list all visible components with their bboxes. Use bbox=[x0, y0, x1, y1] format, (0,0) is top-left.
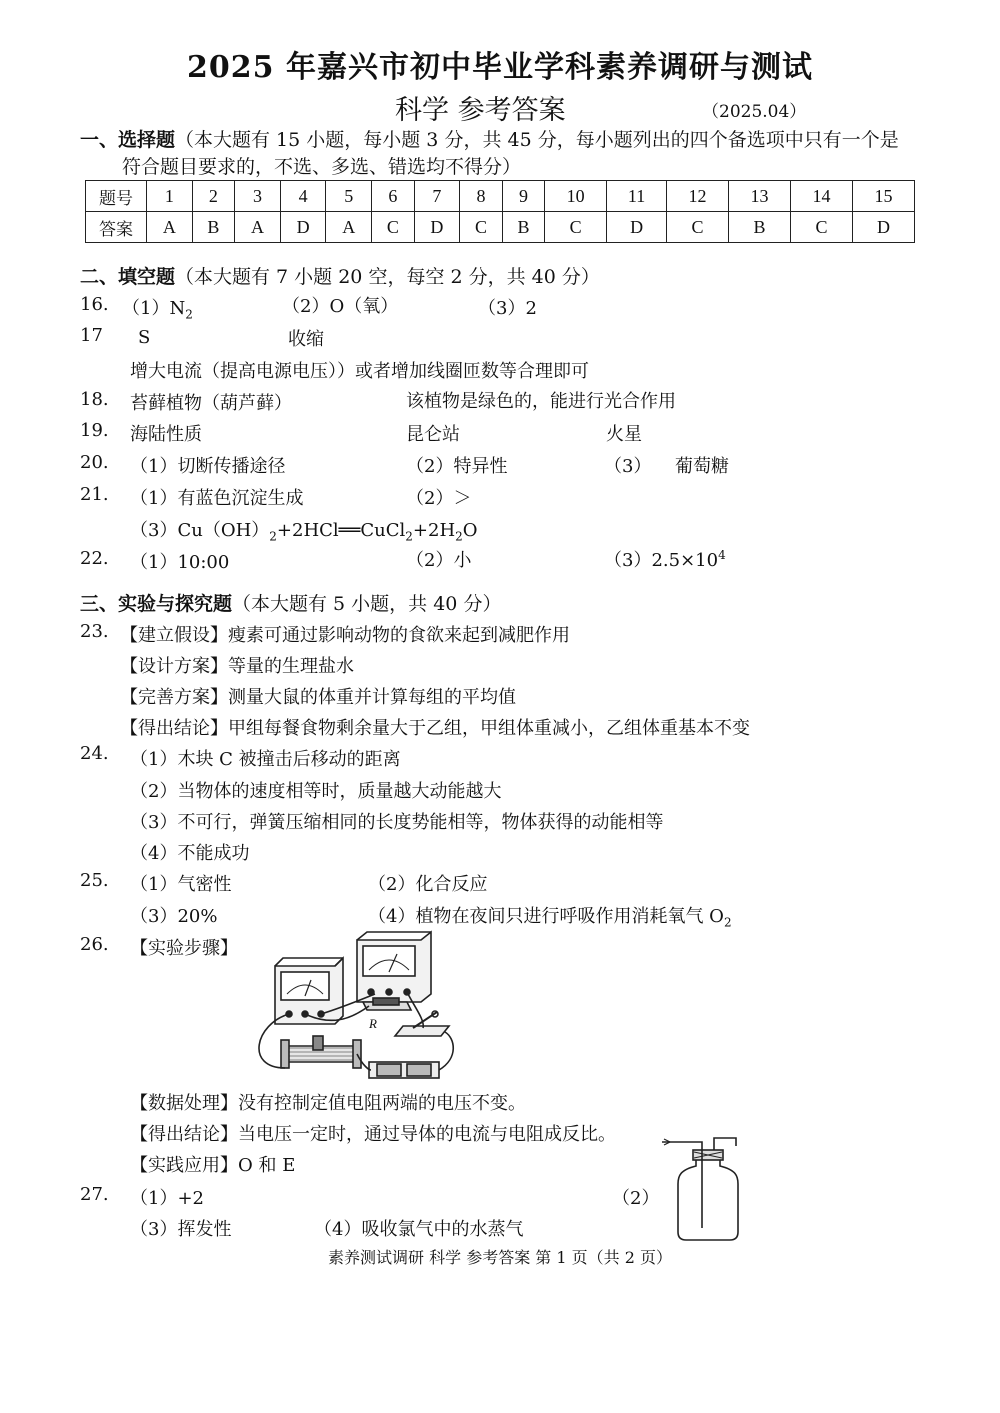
q20-answer-1: （1）切断传播途径 bbox=[130, 456, 286, 477]
table-cell: 14 bbox=[790, 181, 852, 212]
formula-part: O bbox=[462, 520, 478, 541]
question-number: 21. bbox=[80, 484, 109, 505]
q17-answer-1: S bbox=[138, 327, 151, 348]
page-footer: 素养测试调研 科学 参考答案 第 1 页（共 2 页） bbox=[328, 1248, 672, 1267]
q16-answer-1-text: （1）N bbox=[122, 298, 186, 319]
q27-answer-3: （3）挥发性 bbox=[130, 1219, 232, 1240]
q25-answer-1: （1）气密性 bbox=[130, 874, 232, 895]
q22-answer-3 bbox=[604, 546, 726, 572]
page-subtitle: 科学 参考答案 bbox=[395, 95, 566, 126]
q16-answer-1 bbox=[122, 294, 193, 322]
q23-line-1: 【建立假设】瘦素可通过影响动物的食欲来起到减肥作用 bbox=[120, 625, 570, 646]
q22-superscript: 4 bbox=[718, 548, 726, 562]
section2-heading: 二、填空题 bbox=[80, 266, 176, 288]
table-cell: C bbox=[372, 212, 414, 243]
circuit-diagram bbox=[245, 928, 460, 1088]
question-number: 18. bbox=[80, 389, 109, 410]
q25-answer-4-text: （4）植物在夜间只进行呼吸作用消耗氧气 O bbox=[368, 906, 724, 927]
section1-heading: 一、选择题 bbox=[80, 129, 176, 151]
voltmeter-icon bbox=[357, 932, 431, 1002]
table-cell: 5 bbox=[326, 181, 372, 212]
question-number: 17 bbox=[80, 325, 103, 346]
battery-icon bbox=[369, 1062, 439, 1078]
q21-answer-1: （1）有蓝色沉淀生成 bbox=[130, 488, 304, 509]
q27-answer-4: （4）吸收氯气中的水蒸气 bbox=[314, 1219, 524, 1240]
outlet-tube bbox=[714, 1138, 736, 1150]
q20-answer-2: （2）特异性 bbox=[406, 456, 508, 477]
table-cell: 13 bbox=[728, 181, 790, 212]
table-cell: B bbox=[502, 212, 544, 243]
q19-answer-1: 海陆性质 bbox=[130, 424, 202, 445]
q26-line-1: 【实验步骤】 bbox=[130, 938, 238, 959]
q21-answer-3 bbox=[130, 516, 478, 544]
q22-answer-1: （1）10:00 bbox=[130, 552, 230, 573]
table-cell: D bbox=[852, 212, 914, 243]
q24-line-2: （2）当物体的速度相等时，质量越大动能越大 bbox=[130, 781, 502, 802]
formula-part: +2HCl══CuCl bbox=[276, 520, 406, 541]
page-title: 2025 年嘉兴市初中毕业学科素养调研与测试 bbox=[187, 50, 813, 85]
q25-subscript: 2 bbox=[723, 915, 732, 930]
q17-answer-2: 收缩 bbox=[288, 329, 324, 350]
table-cell: D bbox=[414, 212, 460, 243]
gas-bottle-diagram bbox=[660, 1132, 750, 1244]
section1-desc-line1: （本大题有 15 小题，每小题 3 分，共 45 分，每小题列出的四个备选项中只有一个是 bbox=[175, 129, 899, 151]
q16-answer-2: （2）O（氧） bbox=[282, 296, 399, 317]
q26-line-3: 【得出结论】当电压一定时，通过导体的电流与电阻成反比。 bbox=[130, 1124, 616, 1145]
question-number: 22. bbox=[80, 548, 109, 569]
question-number: 16. bbox=[80, 294, 109, 315]
switch-icon bbox=[395, 1011, 449, 1036]
question-number: 24. bbox=[80, 743, 109, 764]
question-number: 23. bbox=[80, 621, 109, 642]
formula-part: +2H bbox=[412, 520, 456, 541]
q24-line-3: （3）不可行，弹簧压缩相同的长度势能相等，物体获得的动能相等 bbox=[130, 812, 664, 833]
q24-line-4: （4）不能成功 bbox=[130, 843, 250, 864]
q27-answer-2-label: （2） bbox=[612, 1188, 660, 1209]
table-cell: 10 bbox=[545, 181, 607, 212]
q25-answer-3: （3）20% bbox=[130, 906, 218, 927]
q25-answer-2: （2）化合反应 bbox=[368, 874, 488, 895]
table-cell: A bbox=[235, 212, 281, 243]
section2-heading-line bbox=[80, 262, 600, 289]
table-cell: 11 bbox=[607, 181, 667, 212]
q26-line-4: 【实践应用】O 和 E bbox=[130, 1155, 296, 1176]
question-number: 27. bbox=[80, 1184, 109, 1205]
table-row-label: 题号 bbox=[86, 181, 147, 212]
q20-answer-3-label: （3） bbox=[604, 456, 652, 477]
answer-table-answer-row bbox=[86, 212, 915, 243]
q23-line-3: 【完善方案】测量大鼠的体重并计算每组的平均值 bbox=[120, 687, 516, 708]
q22-answer-3-text: （3）2.5×10 bbox=[604, 550, 719, 571]
q27-answer-1: （1）+2 bbox=[130, 1188, 204, 1209]
table-cell: 9 bbox=[502, 181, 544, 212]
table-cell: 7 bbox=[414, 181, 460, 212]
q26-line-2: 【数据处理】没有控制定值电阻两端的电压不变。 bbox=[130, 1093, 526, 1114]
table-cell: C bbox=[460, 212, 502, 243]
q19-answer-2: 昆仑站 bbox=[406, 424, 460, 445]
table-row-label: 答案 bbox=[86, 212, 147, 243]
q25-answer-4 bbox=[368, 902, 732, 930]
formula-subscript: 2 bbox=[269, 529, 277, 544]
formula-subscript: 2 bbox=[405, 529, 413, 544]
table-cell: A bbox=[326, 212, 372, 243]
answer-table bbox=[85, 180, 915, 243]
table-cell: D bbox=[607, 212, 667, 243]
q22-answer-2: （2）小 bbox=[406, 550, 472, 571]
table-cell: C bbox=[790, 212, 852, 243]
q16-answer-3: （3）2 bbox=[478, 298, 537, 319]
ammeter-icon bbox=[275, 958, 343, 1024]
table-cell: 1 bbox=[147, 181, 193, 212]
table-cell: 8 bbox=[460, 181, 502, 212]
rheostat-icon bbox=[281, 1036, 361, 1068]
table-cell: C bbox=[667, 212, 729, 243]
answer-table-number-row bbox=[86, 181, 915, 212]
q18-answer-1: 苔藓植物（葫芦藓） bbox=[130, 393, 292, 414]
section3-heading: 三、实验与探究题 bbox=[80, 593, 233, 615]
table-cell: A bbox=[147, 212, 193, 243]
table-cell: 15 bbox=[852, 181, 914, 212]
q24-line-1: （1）木块 C 被撞击后移动的距离 bbox=[130, 749, 401, 770]
section3-heading-line bbox=[80, 589, 501, 616]
resistor-label: R bbox=[369, 1016, 377, 1031]
bottle-icon bbox=[678, 1156, 738, 1240]
table-cell: 6 bbox=[372, 181, 414, 212]
table-cell: B bbox=[728, 212, 790, 243]
table-cell: D bbox=[280, 212, 326, 243]
table-cell: C bbox=[545, 212, 607, 243]
q23-line-4: 【得出结论】甲组每餐食物剩余量大于乙组，甲组体重减小，乙组体重基本不变 bbox=[120, 718, 750, 739]
q16-subscript: 2 bbox=[185, 307, 193, 322]
table-cell: 3 bbox=[235, 181, 281, 212]
question-number: 20. bbox=[80, 452, 109, 473]
question-number: 26. bbox=[80, 934, 109, 955]
q23-line-2: 【设计方案】等量的生理盐水 bbox=[120, 656, 354, 677]
table-cell: 12 bbox=[667, 181, 729, 212]
formula-part: （3）Cu（OH） bbox=[130, 520, 270, 541]
q20-answer-3: 葡萄糖 bbox=[675, 456, 729, 477]
table-cell: 4 bbox=[280, 181, 326, 212]
table-cell: 2 bbox=[192, 181, 234, 212]
section3-desc: （本大题有 5 小题，共 40 分） bbox=[232, 593, 502, 615]
question-number: 19. bbox=[80, 420, 109, 441]
section2-desc: （本大题有 7 小题 20 空，每空 2 分，共 40 分） bbox=[175, 266, 600, 288]
exam-date: （2025.04） bbox=[702, 102, 807, 122]
section1-desc-line2: 符合题目要求的，不选、多选、错选均不得分） bbox=[122, 156, 522, 178]
formula-subscript: 2 bbox=[455, 529, 463, 544]
q21-answer-2: （2）＞ bbox=[406, 488, 472, 509]
q19-answer-3: 火星 bbox=[606, 424, 642, 445]
section1-heading-line bbox=[80, 125, 899, 152]
q18-answer-2: 该植物是绿色的，能进行光合作用 bbox=[406, 391, 676, 412]
question-number: 25. bbox=[80, 870, 109, 891]
q17-answer-3: 增大电流（提高电源电压））或者增加线圈匝数等合理即可 bbox=[130, 361, 589, 382]
table-cell: B bbox=[192, 212, 234, 243]
